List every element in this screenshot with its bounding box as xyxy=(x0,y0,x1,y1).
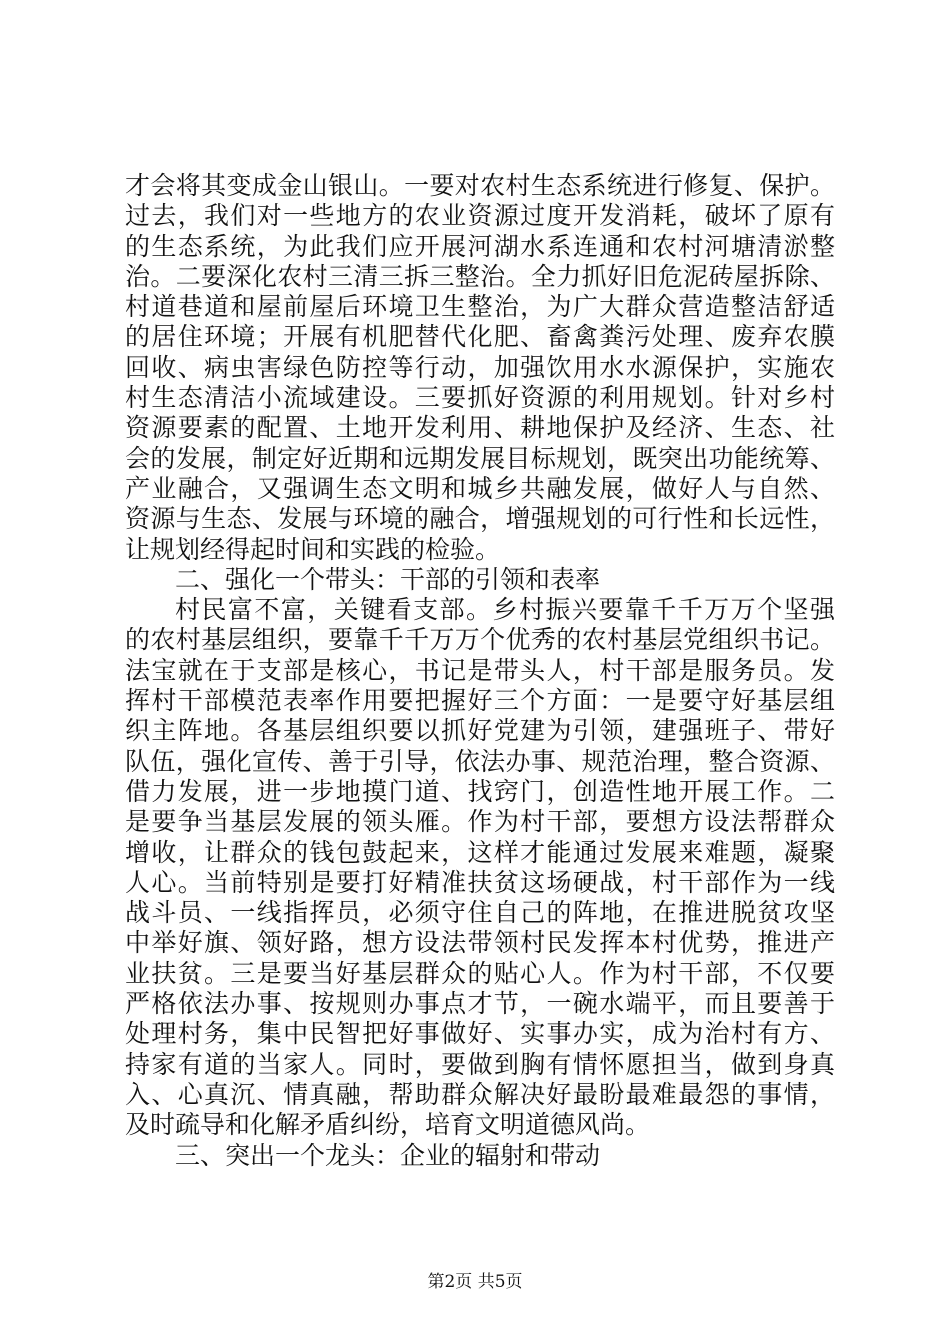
paragraph-line: 村生态清洁小流域建设。三要抓好资源的利用规划。针对乡村 xyxy=(125,383,835,413)
paragraph-line: 的农村基层组织，要靠千千万万个优秀的农村基层党组织书记。 xyxy=(125,625,835,655)
page-footer: 第2页 共5页 xyxy=(427,1272,523,1292)
paragraph-line: 回收、病虫害绿色防控等行动，加强饮用水水源保护，实施农 xyxy=(125,352,835,382)
paragraph-line-last: 让规划经得起时间和实践的检验。 xyxy=(125,534,501,564)
paragraph-line: 入、心真沉、情真融，帮助群众解决好最盼最难最怨的事情， xyxy=(125,1079,835,1109)
paragraph-line: 村道巷道和屋前屋后环境卫生整治，为广大群众营造整洁舒适 xyxy=(125,292,835,322)
paragraph-line: 处理村务，集中民智把好事做好、实事办实，成为治村有方、 xyxy=(125,1019,835,1049)
section-heading-3: 三、突出一个龙头：企业的辐射和带动 xyxy=(175,1140,601,1170)
paragraph-first-line: 村民富不富，关键看支部。乡村振兴要靠千千万万个坚强 xyxy=(175,595,835,625)
paragraph-line: 借力发展，进一步地摸门道、找窍门，创造性地开展工作。二 xyxy=(125,776,835,806)
paragraph-line: 增收，让群众的钱包鼓起来，这样才能通过发展来难题，凝聚 xyxy=(125,837,835,867)
section-heading-2: 二、强化一个带头：干部的引领和表率 xyxy=(175,564,601,594)
paragraph-line: 的居住环境；开展有机肥替代化肥、畜禽粪污处理、废弃农膜 xyxy=(125,322,835,352)
paragraph-line: 会的发展，制定好近期和远期发展目标规划，既突出功能统筹、 xyxy=(125,443,835,473)
paragraph-line: 战斗员、一线指挥员，必须守住自己的阵地，在推进脱贫攻坚 xyxy=(125,898,835,928)
paragraph-line: 挥村干部模范表率作用要把握好三个方面：一是要守好基层组 xyxy=(125,686,835,716)
paragraph-line: 中举好旗、领好路，想方设法带领村民发挥本村优势，推进产 xyxy=(125,928,835,958)
paragraph-line: 治。二要深化农村三清三拆三整治。全力抓好旧危泥砖屋拆除、 xyxy=(125,261,835,291)
paragraph-line: 织主阵地。各基层组织要以抓好党建为引领，建强班子、带好 xyxy=(125,716,835,746)
paragraph-line: 人心。当前特别是要打好精准扶贫这场硬战，村干部作为一线 xyxy=(125,867,835,897)
paragraph-line: 持家有道的当家人。同时，要做到胸有情怀愿担当，做到身真 xyxy=(125,1049,835,1079)
paragraph-line: 产业融合，又强调生态文明和城乡共融发展，做好人与自然、 xyxy=(125,473,835,503)
paragraph-line: 业扶贫。三是要当好基层群众的贴心人。作为村干部，不仅要 xyxy=(125,958,835,988)
paragraph-line: 资源要素的配置、土地开发利用、耕地保护及经济、生态、社 xyxy=(125,413,835,443)
paragraph-line: 资源与生态、发展与环境的融合，增强规划的可行性和长远性， xyxy=(125,504,835,534)
paragraph-line: 才会将其变成金山银山。一要对农村生态系统进行修复、保护。 xyxy=(125,171,835,200)
paragraph-line: 队伍，强化宣传、善于引导，依法办事、规范治理，整合资源、 xyxy=(125,746,835,776)
paragraph-line: 的生态系统，为此我们应开展河湖水系连通和农村河塘清淤整 xyxy=(125,231,835,261)
paragraph-line: 是要争当基层发展的领头雁。作为村干部，要想方设法帮群众 xyxy=(125,807,835,837)
body-text xyxy=(125,171,835,1171)
paragraph-line-last: 及时疏导和化解矛盾纠纷，培育文明道德风尚。 xyxy=(125,1110,651,1140)
paragraph-line: 法宝就在于支部是核心，书记是带头人，村干部是服务员。发 xyxy=(125,655,835,685)
paragraph-line: 严格依法办事、按规则办事点才节，一碗水端平，而且要善于 xyxy=(125,989,835,1019)
paragraph-line: 过去，我们对一些地方的农业资源过度开发消耗，破坏了原有 xyxy=(125,201,835,231)
